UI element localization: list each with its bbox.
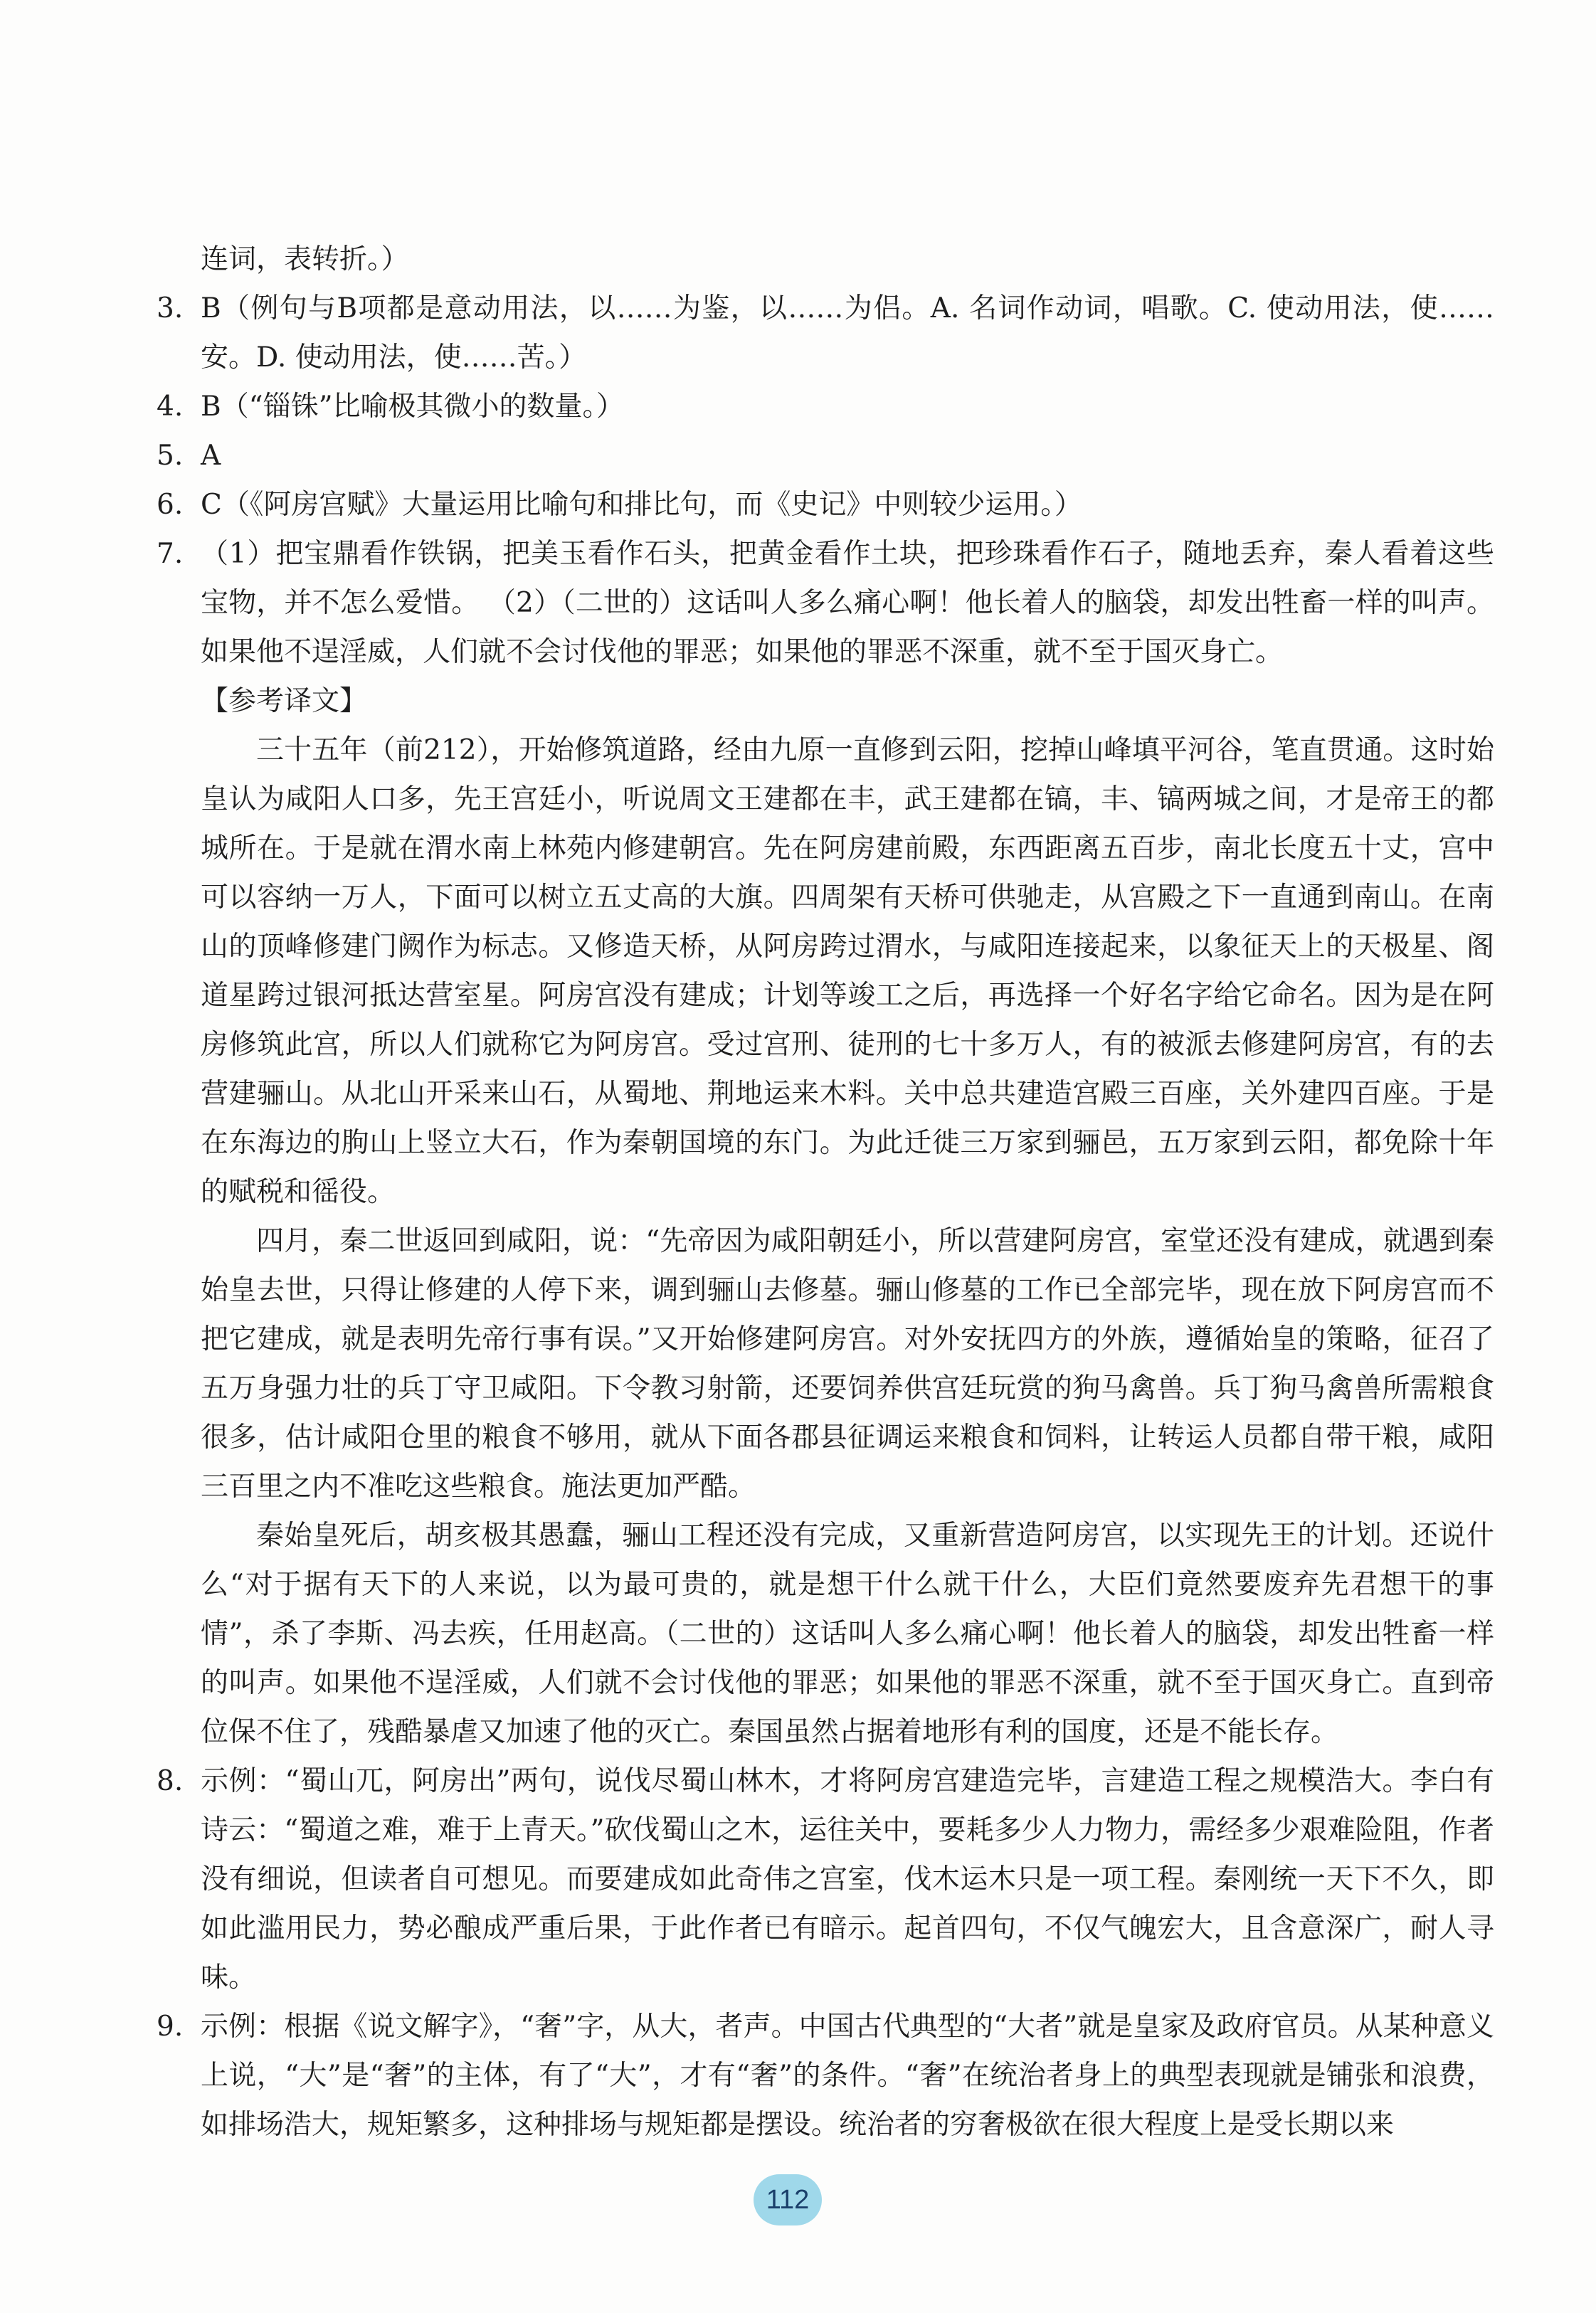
item-text: C（《阿房宫赋》大量运用比喻句和排比句，而《史记》中则较少运用。） xyxy=(201,489,1082,521)
translation-paragraph: 四月，秦二世返回到咸阳，说：“先帝因为咸阳朝廷小，所以营建阿房宫，室堂还没有建成，就遇到秦始皇去世，只得让修建的人停下来，调到骊山去修墓。骊山修墓的工作已全部完毕，现在放下阿房宫而不把它建成，就是表明先帝行事有误。”又开始修建阿房宫。对外安抚四方的外族，遵循始皇的策略，征召了五万身强力壮的兵丁守卫咸阳。下令教习射箭，还要饲养供宫廷玩赏的狗马禽兽。兵丁狗马禽兽所需粮食很多，估计咸阳仓里的粮食不够用，就从下面各郡县征调运来粮食和饲料，让转运人员都自带干粮，咸阳三百里之内不准吃这些粮食。施法更加严酷。 xyxy=(201,1225,1494,1503)
answer-item-4 xyxy=(157,382,1494,431)
answer-item-7 xyxy=(157,529,1494,677)
item-number: 7. xyxy=(157,538,184,570)
item-number: 5. xyxy=(157,440,184,472)
translation-paragraph: 秦始皇死后，胡亥极其愚蠢，骊山工程还没有完成，又重新营造阿房宫，以实现先王的计划。还说什么“对于据有天下的人来说，以为最可贵的，就是想干什么就干什么，大臣们竟然要废弃先君想干的事情”，杀了李斯、冯去疾，任用赵高。（二世的）这话叫人多么痛心啊！他长着人的脑袋，却发出牲畜一样的叫声。如果他不逞淫威，人们就不会讨伐他的罪恶；如果他的罪恶不深重，就不至于国灭身亡。直到帝位保不住了，残酷暴虐又加速了他的灭亡。秦国虽然占据着地形有利的国度，还是不能长存。 xyxy=(201,1520,1494,1748)
answer-item-6 xyxy=(157,480,1494,529)
answer-content xyxy=(157,235,1494,2149)
item-number: 8. xyxy=(157,1765,184,1797)
translation-paragraph: 三十五年（前212），开始修筑道路，经由九原一直修到云阳，挖掉山峰填平河谷，笔直贯通。这时始皇认为咸阳人口多，先王宫廷小，听说周文王建都在丰，武王建都在镐，丰、镐两城之间，才是帝王的都城所在。于是就在渭水南上林苑内修建朝宫。先在阿房建前殿，东西距离五百步，南北长度五十丈，宫中可以容纳一万人，下面可以树立五丈高的大旗。四周架有天桥可供驰走，从宫殿之下一直通到南山。在南山的顶峰修建门阙作为标志。又修造天桥，从阿房跨过渭水，与咸阳连接起来，以象征天上的天极星、阁道星跨过银河抵达营室星。阿房宫没有建成；计划等竣工之后，再选择一个好名字给它命名。因为是在阿房修筑此宫，所以人们就称它为阿房宫。受过宫刑、徒刑的七十多万人，有的被派去修建阿房宫，有的去营建骊山。从北山开采来山石，从蜀地、荆地运来木料。关中总共建造宫殿三百座，关外建四百座。于是在东海边的朐山上竖立大石，作为秦朝国境的东门。为此迁徙三万家到骊邑，五万家到云阳，都免除十年的赋税和徭役。 xyxy=(201,734,1494,1208)
item-number: 3. xyxy=(157,292,184,324)
item-number: 6. xyxy=(157,489,184,521)
reference-translation-heading: 【参考译文】 xyxy=(201,685,368,717)
item-number: 9. xyxy=(157,2011,184,2043)
answer-item-8 xyxy=(157,1757,1494,2002)
item-text: 示例：“蜀山兀，阿房出”两句，说伐尽蜀山林木，才将阿房宫建造完毕，言建造工程之规模浩大。李白有诗云：“蜀道之难，难于上青天。”砍伐蜀山之木，运往关中，要耗多少人力物力，需经多少艰难险阻，作者没有细说，但读者自可想见。而要建成如此奇伟之宫室，伐木运木只是一项工程。秦刚统一天下不久，即如此滥用民力，势必酿成严重后果，于此作者已有暗示。起首四句，不仅气魄宏大，且含意深广，耐人寻味。 xyxy=(201,1765,1494,1994)
item-text: B（例句与B项都是意动用法，以……为鉴，以……为侣。A. 名词作动词，唱歌。C. 使动用法，使……安。D. 使动用法，使……苦。） xyxy=(201,292,1494,374)
item-text: A xyxy=(201,440,221,472)
page-number-badge: 112 xyxy=(754,2174,822,2225)
item-number: 4. xyxy=(157,391,184,423)
item-text: （1）把宝鼎看作铁锅，把美玉看作石头，把黄金看作土块，把珍珠看作石子，随地丢弃，秦人看着这些宝物，并不怎么爱惜。 （2）（二世的）这话叫人多么痛心啊！他长着人的脑袋，却发出牲畜一样的叫声。如果他不逞淫威，人们就不会讨伐他的罪恶；如果他的罪恶不深重，就不至于国灭身亡。 xyxy=(201,538,1494,668)
answer-item-9 xyxy=(157,2002,1494,2149)
answer-item-3 xyxy=(157,284,1494,382)
item-text: B（“锱铢”比喻极其微小的数量。） xyxy=(201,391,625,423)
answer-item-5 xyxy=(157,431,1494,480)
item-text: 示例：根据《说文解字》，“奢”字，从大，者声。中国古代典型的“大者”就是皇家及政府官员。从某种意义上说，“大”是“奢”的主体，有了“大”，才有“奢”的条件。“奢”在统治者身上的典型表现就是铺张和浪费，如排场浩大，规矩繁多，这种排场与规矩都是摆设。统治者的穷奢极欲在很大程度上是受长期以来 xyxy=(201,2011,1494,2141)
continuation-text: 连词，表转折。） xyxy=(201,243,409,275)
